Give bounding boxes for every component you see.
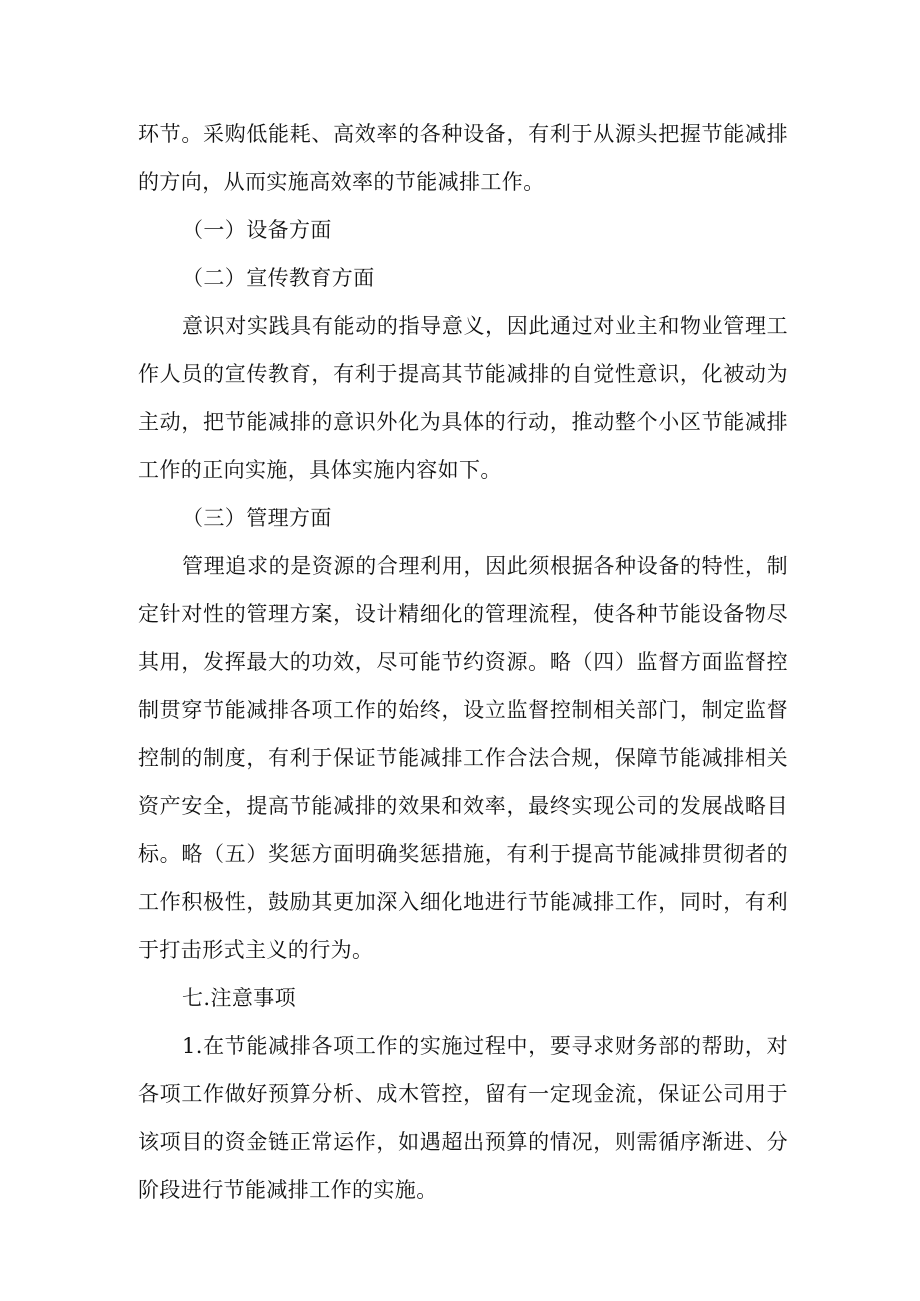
paragraph-continuation: 环节。采购低能耗、高效率的各种设备，有利于从源头把握节能减排的方向，从而实施高效率的节能减排工作。 — [138, 122, 788, 194]
paragraph-management: 管理追求的是资源的合理利用，因此须根据各种设备的特性，制定针对性的管理方案，设计精细化的管理流程，使各种节能设备物尽其用，发挥最大的功效，尽可能节约资源。略（四）监督方面监督控制贯穿节能减排各项工作的始终，设立监督控制相关部门，制定监督控制的制度，有利于保证节能减排工作合法合规，保障节能减排相关资产安全，提高节能减排的效果和效率，最终实现公司的发展战略目标。略（五）奖惩方面明确奖惩措施，有利于提高节能减排贯彻者的工作积极性，鼓励其更加深入细化地进行节能减排工作，同时，有利于打击形式主义的行为。 — [138, 554, 788, 962]
section-heading-publicity-education: （二）宣传教育方面 — [182, 266, 375, 290]
paragraph-publicity-education: 意识对实践具有能动的指导意义，因此通过对业主和物业管理工作人员的宣传教育，有利于提高其节能减排的自觉性意识，化被动为主动，把节能减排的意识外化为具体的行动，推动整个小区节能减排工作的正向实施，具体实施内容如下。 — [138, 314, 788, 482]
document-body — [138, 110, 788, 1214]
section-heading-management: （三）管理方面 — [182, 506, 332, 530]
section-heading-notes: 七.注意事项 — [182, 986, 297, 1010]
section-heading-equipment: （一）设备方面 — [182, 218, 332, 242]
paragraph-note-1: 1.在节能减排各项工作的实施过程中，要寻求财务部的帮助，对各项工作做好预算分析、成木管控，留有一定现金流，保证公司用于该项目的资金链正常运作，如遇超出预算的情况，则需循序渐进、分阶段进行节能减排工作的实施。 — [138, 1034, 788, 1202]
